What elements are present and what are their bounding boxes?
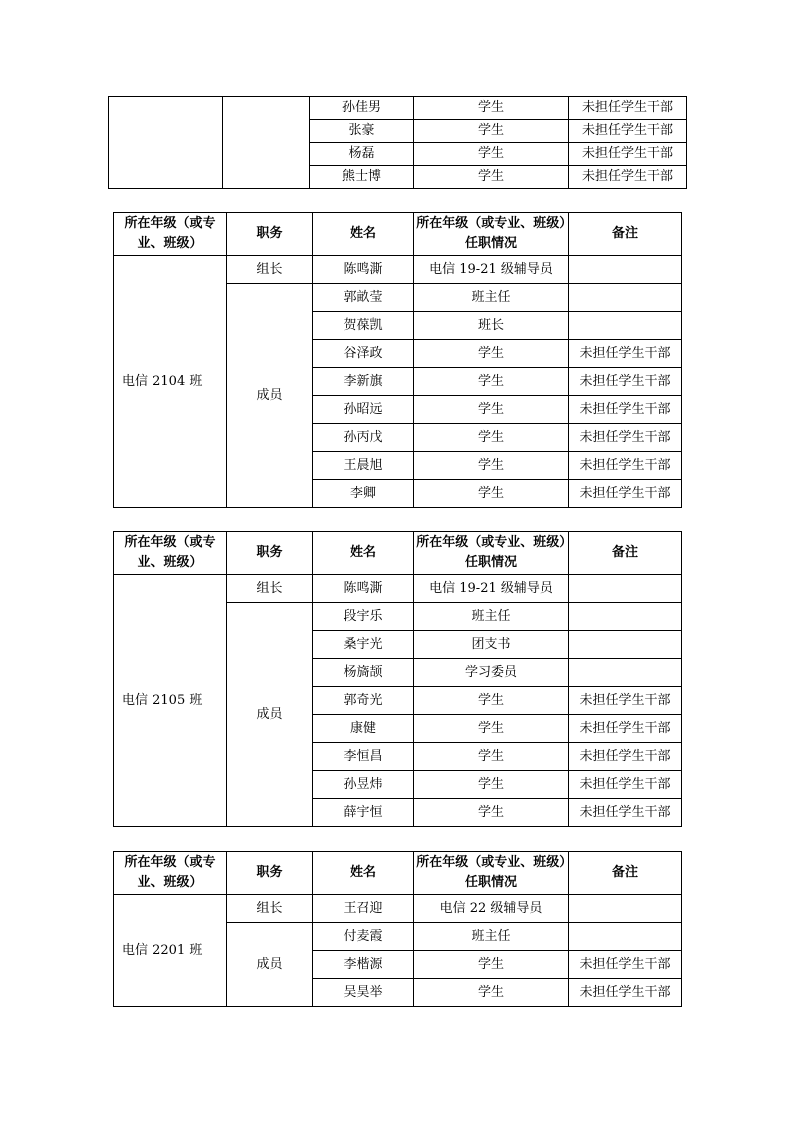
member-note	[569, 284, 682, 312]
member-role: 成员	[227, 603, 313, 827]
member-position: 学生	[414, 799, 569, 827]
header-name: 姓名	[313, 532, 414, 575]
table-row	[114, 895, 682, 923]
class-name: 电信 2201 班	[114, 895, 227, 1007]
continued-table	[108, 96, 687, 189]
member-name: 李恒昌	[313, 743, 414, 771]
member-note: 未担任学生干部	[569, 368, 682, 396]
header-position: 所在年级（或专业、班级）任职情况	[414, 852, 569, 895]
member-note: 未担任学生干部	[569, 120, 687, 143]
member-name: 郭奇光	[313, 687, 414, 715]
member-name: 孙昭远	[313, 396, 414, 424]
member-note: 未担任学生干部	[569, 424, 682, 452]
leader-note	[569, 575, 682, 603]
member-position: 学生	[414, 97, 569, 120]
header-note: 备注	[569, 213, 682, 256]
member-position: 学生	[414, 743, 569, 771]
member-position: 学生	[414, 480, 569, 508]
member-position: 班长	[414, 312, 569, 340]
group-table-2105	[113, 531, 682, 827]
header-note: 备注	[569, 532, 682, 575]
leader-note	[569, 256, 682, 284]
leader-name: 陈鸣澌	[313, 256, 414, 284]
member-role: 成员	[227, 284, 313, 508]
member-note	[569, 603, 682, 631]
member-note: 未担任学生干部	[569, 715, 682, 743]
member-name: 段宇乐	[313, 603, 414, 631]
member-name: 谷泽政	[313, 340, 414, 368]
leader-name: 王召迎	[313, 895, 414, 923]
table-row	[114, 256, 682, 284]
member-name: 张豪	[310, 120, 414, 143]
header-note: 备注	[569, 852, 682, 895]
member-position: 班主任	[414, 284, 569, 312]
member-position: 学生	[414, 771, 569, 799]
header-role: 职务	[227, 532, 313, 575]
grade-cell	[109, 97, 223, 189]
member-name: 康健	[313, 715, 414, 743]
member-name: 薛宇恒	[313, 799, 414, 827]
member-position: 团支书	[414, 631, 569, 659]
member-name: 李新旗	[313, 368, 414, 396]
member-position: 学生	[414, 687, 569, 715]
member-role: 成员	[227, 923, 313, 1007]
member-position: 学生	[414, 424, 569, 452]
role-cell	[223, 97, 310, 189]
member-name: 熊士博	[310, 166, 414, 189]
member-note: 未担任学生干部	[569, 687, 682, 715]
member-position: 学习委员	[414, 659, 569, 687]
member-position: 学生	[414, 368, 569, 396]
table-header-row	[114, 532, 682, 575]
member-note: 未担任学生干部	[569, 166, 687, 189]
leader-role: 组长	[227, 575, 313, 603]
member-name: 杨旖颉	[313, 659, 414, 687]
leader-position: 电信 19-21 级辅导员	[414, 256, 569, 284]
member-name: 付麦霞	[313, 923, 414, 951]
member-note	[569, 923, 682, 951]
member-position: 学生	[414, 340, 569, 368]
member-note	[569, 312, 682, 340]
member-note: 未担任学生干部	[569, 799, 682, 827]
member-name: 杨磊	[310, 143, 414, 166]
member-position: 学生	[414, 979, 569, 1007]
member-position: 学生	[414, 715, 569, 743]
member-name: 孙佳男	[310, 97, 414, 120]
member-position: 学生	[414, 396, 569, 424]
member-note: 未担任学生干部	[569, 480, 682, 508]
member-note	[569, 631, 682, 659]
header-grade: 所在年级（或专业、班级）	[114, 852, 227, 895]
member-position: 班主任	[414, 923, 569, 951]
member-note: 未担任学生干部	[569, 452, 682, 480]
header-name: 姓名	[313, 852, 414, 895]
member-name: 桑宇光	[313, 631, 414, 659]
group-table-2201	[113, 851, 682, 1007]
header-position: 所在年级（或专业、班级）任职情况	[414, 213, 569, 256]
member-name: 贺葆凯	[313, 312, 414, 340]
member-note	[569, 659, 682, 687]
member-name: 王晨旭	[313, 452, 414, 480]
leader-position: 电信 19-21 级辅导员	[414, 575, 569, 603]
header-role: 职务	[227, 852, 313, 895]
leader-role: 组长	[227, 256, 313, 284]
member-position: 学生	[414, 951, 569, 979]
member-note: 未担任学生干部	[569, 97, 687, 120]
member-name: 孙昱炜	[313, 771, 414, 799]
member-name: 李楷源	[313, 951, 414, 979]
header-grade: 所在年级（或专业、班级）	[114, 532, 227, 575]
member-note: 未担任学生干部	[569, 743, 682, 771]
header-position: 所在年级（或专业、班级）任职情况	[414, 532, 569, 575]
group-table-2104	[113, 212, 682, 508]
member-position: 学生	[414, 166, 569, 189]
member-name: 李卿	[313, 480, 414, 508]
member-note: 未担任学生干部	[569, 771, 682, 799]
table-row	[114, 575, 682, 603]
member-position: 学生	[414, 143, 569, 166]
leader-position: 电信 22 级辅导员	[414, 895, 569, 923]
table-header-row	[114, 852, 682, 895]
table-header-row	[114, 213, 682, 256]
member-position: 学生	[414, 452, 569, 480]
member-note: 未担任学生干部	[569, 951, 682, 979]
member-position: 班主任	[414, 603, 569, 631]
member-note: 未担任学生干部	[569, 143, 687, 166]
header-name: 姓名	[313, 213, 414, 256]
member-name: 郭畝莹	[313, 284, 414, 312]
member-position: 学生	[414, 120, 569, 143]
member-name: 孙丙戊	[313, 424, 414, 452]
member-note: 未担任学生干部	[569, 979, 682, 1007]
class-name: 电信 2104 班	[114, 256, 227, 508]
member-name: 吴昊举	[313, 979, 414, 1007]
class-name: 电信 2105 班	[114, 575, 227, 827]
leader-note	[569, 895, 682, 923]
header-grade: 所在年级（或专业、班级）	[114, 213, 227, 256]
member-note: 未担任学生干部	[569, 396, 682, 424]
header-role: 职务	[227, 213, 313, 256]
member-note: 未担任学生干部	[569, 340, 682, 368]
leader-role: 组长	[227, 895, 313, 923]
leader-name: 陈鸣澌	[313, 575, 414, 603]
